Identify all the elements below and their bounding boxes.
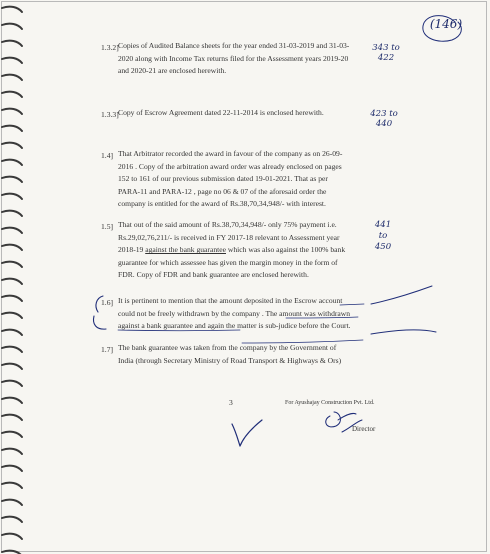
para-number-1-3-3: 1.3.3]: [101, 110, 119, 119]
para-number-1-4: 1.4]: [101, 151, 114, 160]
spiral-loop: [2, 466, 22, 471]
margin-note-page-range: 343 to 422: [372, 43, 400, 63]
para-number-1-5: 1.5]: [101, 222, 114, 231]
spiral-loop: [2, 364, 22, 369]
para-1-3-3: Copy of Escrow Agreement dated 22-11-2014 is enclosed herewith.: [118, 108, 324, 117]
spiral-loop: [2, 92, 22, 97]
spiral-loop: [2, 398, 22, 403]
spiral-loop: [2, 58, 22, 63]
para-1-3-2: Copies of Audited Balance sheets for the year ended 31-03-2019 and 31-03- 2020 along with Income Tax returns filed for the Assessment years 2019-20 and 2020-21 are enclosed herewith.: [118, 41, 350, 76]
spiral-loop: [2, 313, 22, 318]
spiral-loop: [2, 160, 22, 165]
spiral-loop: [2, 551, 22, 554]
spiral-loop: [2, 330, 22, 335]
para-number-1-7: 1.7]: [101, 345, 114, 354]
director-title: Director: [352, 425, 376, 433]
para-1-5: That out of the said amount of Rs.38,70,34,948/- only 75% payment i.e. Rs.29,02,76,211/- is received in FY 2017-18 relevant to Assessment year 2018-19 against the bank guarantee which was also against the 100% bank guarantee for which assessee has given the margin money in the form of FDR. Copy of FDR and bank guarantee are enclosed herewith.: [118, 220, 346, 280]
para-number-1-6: 1.6]: [101, 298, 114, 307]
spiral-loop: [2, 177, 22, 182]
spiral-loop: [2, 381, 22, 386]
margin-note-page-range: 423 to 440: [370, 109, 398, 129]
spiral-loop: [2, 296, 22, 301]
spiral-loop: [2, 347, 22, 352]
spiral-loop: [2, 211, 22, 216]
spiral-loop: [2, 75, 22, 80]
spiral-loop: [2, 432, 22, 437]
company-seal-line: For Ayushajay Construction Pvt. Ltd.: [285, 400, 375, 406]
spiral-loop: [2, 228, 22, 233]
para-1-7: The bank guarantee was taken from the company by the Government of India (through Secretary Ministry of Road Transport & Highways & Ors): [118, 343, 342, 365]
spiral-loop: [2, 279, 22, 284]
spiral-loop: [2, 126, 22, 131]
spiral-loop: [2, 262, 22, 267]
spiral-loop: [2, 41, 22, 46]
page-number: 3: [229, 398, 233, 407]
spiral-loop: [2, 7, 22, 12]
page-stamp: (146): [429, 17, 463, 31]
spiral-binding: [0, 0, 40, 554]
spiral-loop: [2, 415, 22, 420]
spiral-loop: [2, 517, 22, 522]
para-1-6: It is pertinent to mention that the amount deposited in the Escrow account could not be freely withdrawn by the company . The amount was withdrawn against a bank guarantee and again the matter is sub-judice before the Court.: [118, 296, 351, 331]
spiral-loop: [2, 24, 22, 29]
para-1-4: That Arbitrator recorded the award in favour of the company as on 26-09- 2016 . Copy of the arbitration award order was already enclosed on pages 152 to 161 of our previous submission dated 19-01-2021. That as per PARA-11 and PARA-12 , page no 06 & 07 of the aforesaid order the company is entitled for the award of Rs.38,70,34,948/- with interest.: [118, 149, 343, 209]
spiral-loop: [2, 245, 22, 250]
spiral-loop: [2, 143, 22, 148]
spiral-loop: [2, 194, 22, 199]
spiral-loop: [2, 534, 22, 539]
margin-note-page-range: 441 to 450: [374, 220, 392, 252]
spiral-loop: [2, 109, 22, 114]
para-number-1-3-2: 1.3.2]: [101, 43, 119, 52]
spiral-loop: [2, 449, 22, 454]
spiral-loop: [2, 483, 22, 488]
spiral-loop: [2, 500, 22, 505]
